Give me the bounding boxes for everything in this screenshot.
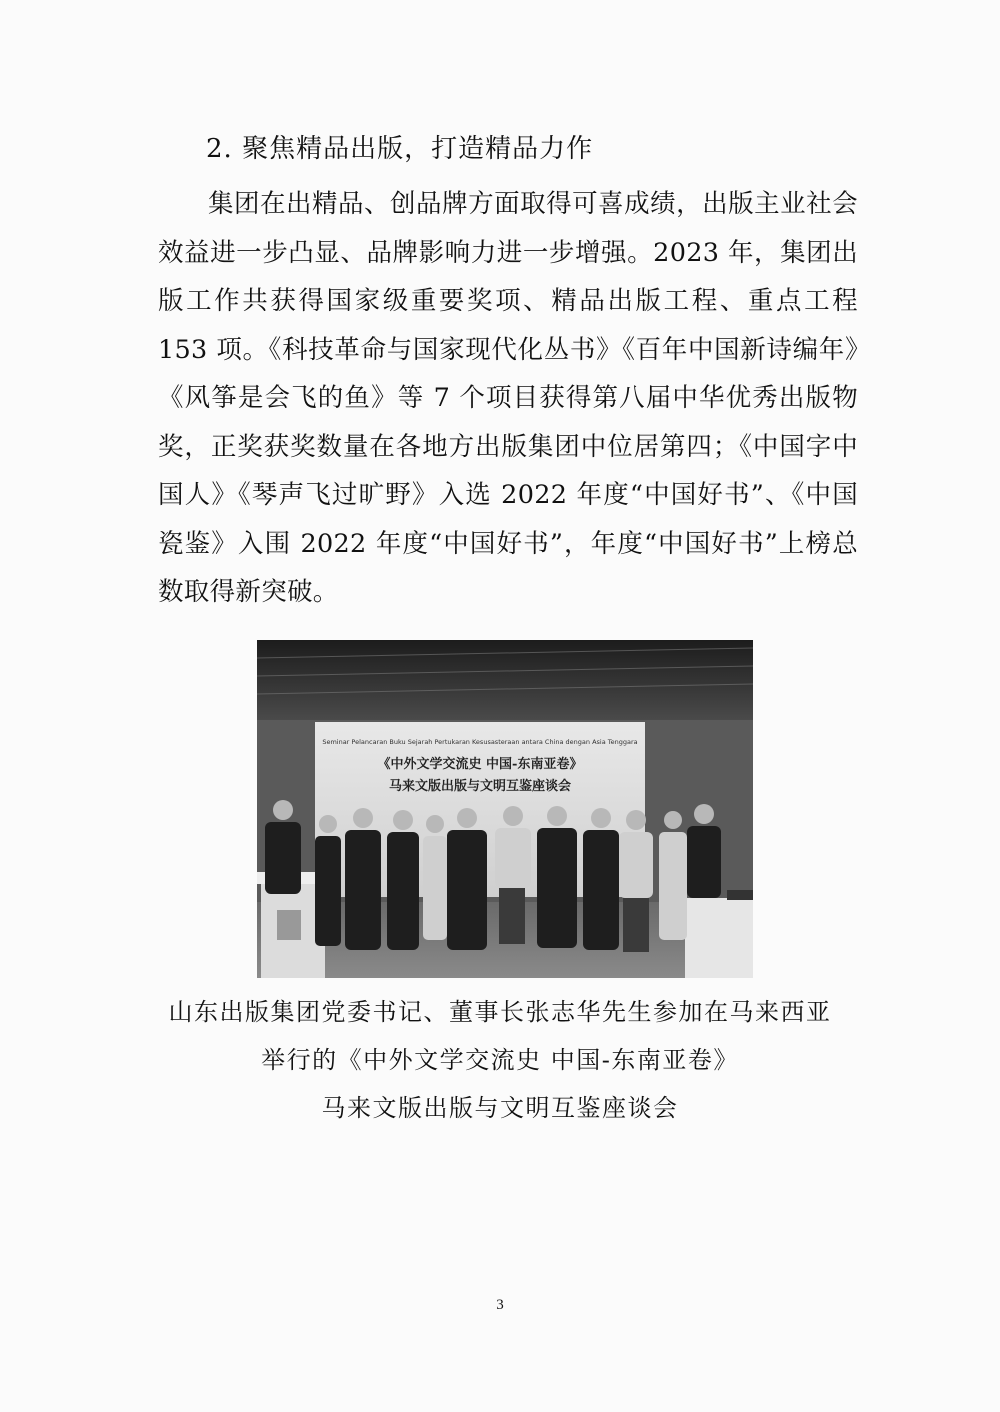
event-photo (257, 640, 753, 978)
screen-subtitle: Seminar Pelancaran Buku Sejarah Pertukaran Kesusasteraan antara China dengan Asia Tenggara (322, 738, 638, 746)
photo-caption-line-1: 山东出版集团党委书记、董事长张志华先生参加在马来西亚 (168, 998, 832, 1026)
section-heading: 2. 聚焦精品出版，打造精品力作 (206, 134, 594, 164)
body-paragraph: 集团在出精品、创品牌方面取得可喜成绩，出版主业社会效益进一步凸显、品牌影响力进一步增强。2023 年，集团出版工作共获得国家级重要奖项、精品出版工程、重点工程 153 项。《科技革命与国家现代化丛书》《百年中国新诗编年》《风筝是会飞的鱼》等 7 个项目获得第八届中华优秀出版物奖，正奖获奖数量在各地方出版集团中位居第四；《中国字中国人》《琴声飞过旷野》入选 2022 年度“中国好书”、《中国瓷鉴》入围 2022 年度“中国好书”，年度“中国好书”上榜总数取得新突破。 (158, 189, 858, 607)
screen-heading: 马来文版出版与文明互鉴座谈会 (388, 779, 572, 794)
page-number: 3 (496, 1297, 504, 1313)
photo-caption-line-3: 马来文版出版与文明互鉴座谈会 (321, 1094, 679, 1122)
photo-caption-line-2: 举行的《中外文学交流史 中国-东南亚卷》 (261, 1046, 739, 1074)
screen-title: 《中外文学交流史 中国-东南亚卷》 (377, 757, 583, 772)
